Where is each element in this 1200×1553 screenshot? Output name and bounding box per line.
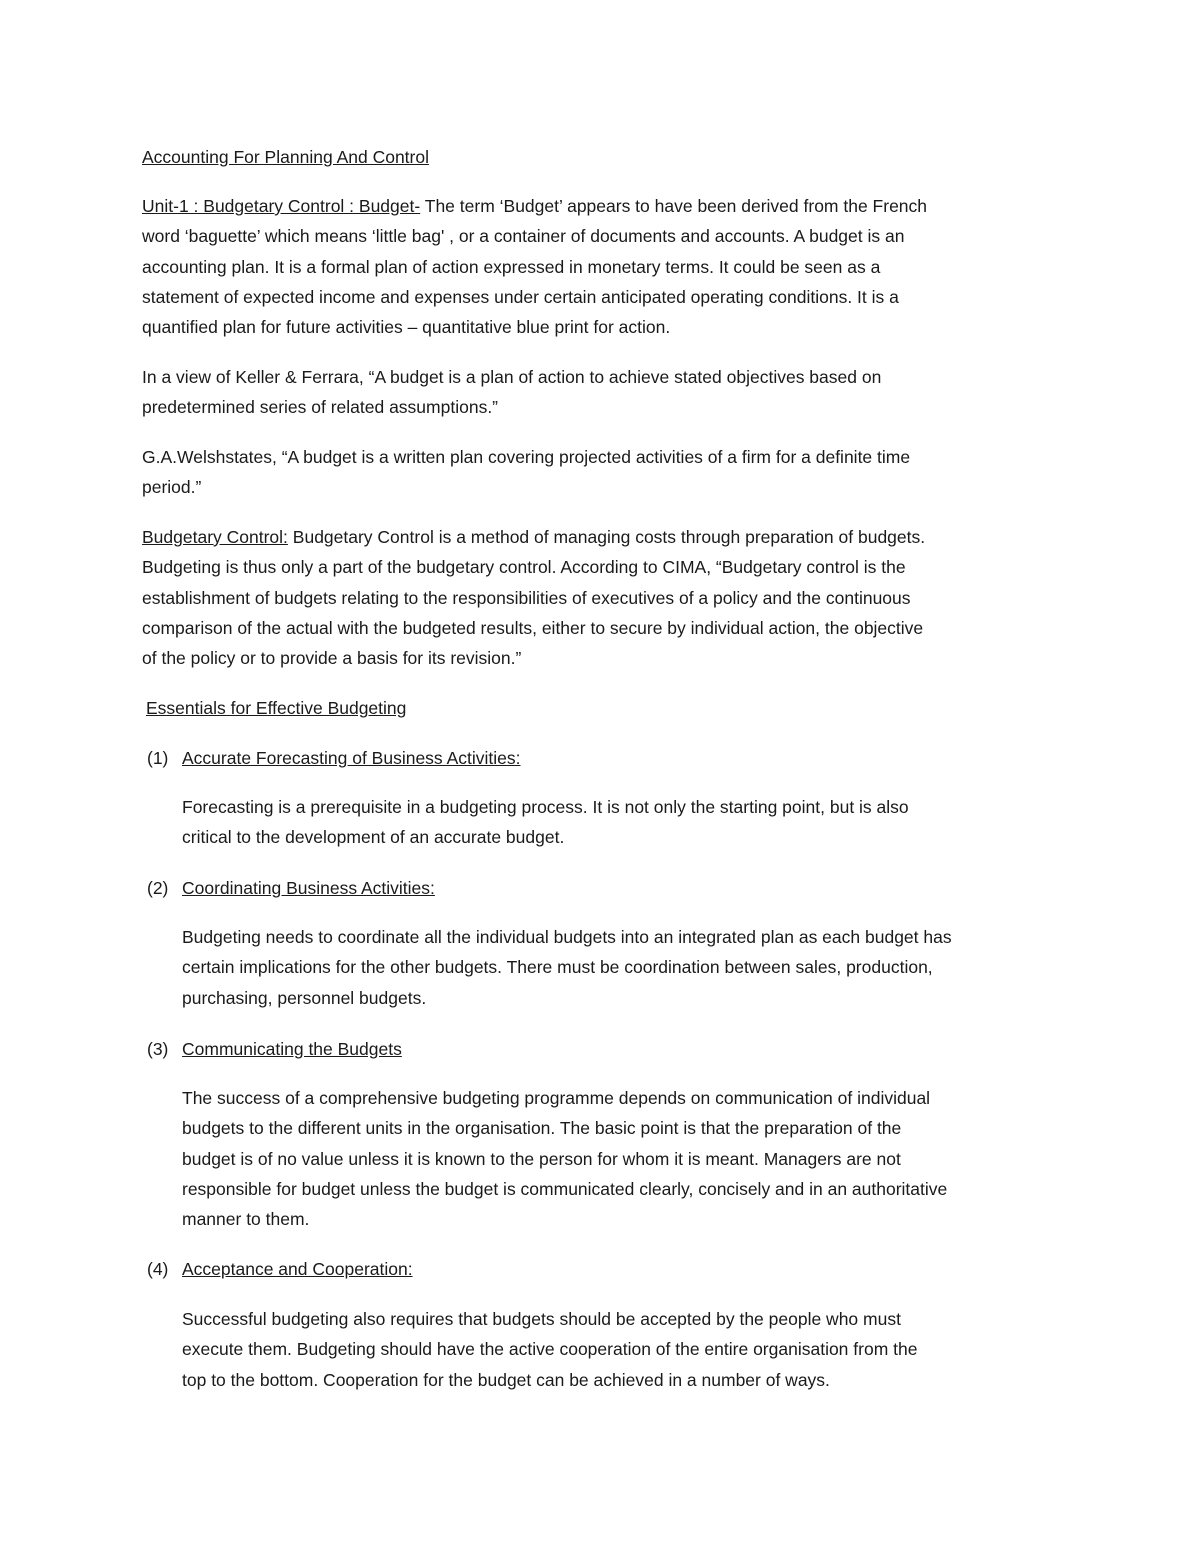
essential-item-4-heading [147,1254,1047,1284]
budgetary-control-paragraph: Budgetary Control: Budgetary Control is a method of managing costs through preparation of budgets. Budgeting is thus only a part of the budgetary control. According to CIMA, “Budgetary control is the establishment of budgets relating to the responsibilities of executives of a policy and the continuous comparison of the actual with the budgeted results, either to secure by individual action, the objective of the policy or to provide a basis for its revision.” [142,527,926,669]
essential-item-2-body: Budgeting needs to coordinate all the individual budgets into an integrated plan as each budget has certain implications for the other budgets. There must be coordination between sales, production, purchasing, personnel budgets. [182,927,952,1008]
essentials-heading: Essentials for Effective Budgeting [146,698,407,718]
document-title: Accounting For Planning And Control [142,147,429,167]
intro-line-5: quantified plan for future activities – quantitative blue print for action. [142,317,671,338]
keller-quote: In a view of Keller & Ferrara, “A budget is a plan of action to achieve stated objectives based on predetermined series of related assumptions.” [142,367,882,418]
essential-item-1-heading [147,743,1047,773]
item-number: (2) [147,878,169,898]
budgetary-control-heading: Budgetary Control: [142,527,288,547]
item-title: Acceptance and Cooperation: [182,1259,413,1279]
intro-paragraph [142,191,1062,342]
item-title: Accurate Forecasting of Business Activities: [182,748,521,768]
unit-heading: Unit-1 : Budgetary Control : Budget- [142,196,421,216]
item-title: Communicating the Budgets [182,1039,402,1059]
item-number: (1) [147,748,169,768]
intro-line-1: Unit-1 : Budgetary Control : Budget- The term ‘Budget’ appears to have been derived from the French [142,196,928,216]
essential-item-4-body: Successful budgeting also requires that budgets should be accepted by the people who must execute them. Budgeting should have the active cooperation of the entire organisation from the top to the bottom. Cooperation for the budget can be achieved in a number of ways. [182,1309,918,1390]
item-number: (4) [147,1259,169,1279]
intro-line-2: word ‘baguette’ which means ‘little bag' , or a container of documents and accounts. A budget is an [142,226,905,247]
intro-line-4: statement of expected income and expenses under certain anticipated operating conditions. It is a [142,286,899,307]
item-number: (3) [147,1039,169,1059]
intro-line-3: accounting plan. It is a formal plan of action expressed in monetary terms. It could be seen as a [142,256,881,277]
welsh-quote: G.A.Welshstates, “A budget is a written plan covering projected activities of a firm for a definite time period.” [142,447,911,498]
essential-item-2-heading [147,873,1047,903]
essential-item-3-heading [147,1034,1047,1064]
essential-item-3-body: The success of a comprehensive budgeting programme depends on communication of individual budgets to the different units in the organisation. The basic point is that the preparation of the budget is of no value unless it is known to the person for whom it is meant. Managers are not responsible for budget unless the budget is communicated clearly, concisely and in an authoritative manner to them. [182,1088,948,1230]
essential-item-1-body: Forecasting is a prerequisite in a budgeting process. It is not only the starting point, but is also critical to the development of an accurate budget. [182,797,909,848]
item-title: Coordinating Business Activities: [182,878,435,898]
